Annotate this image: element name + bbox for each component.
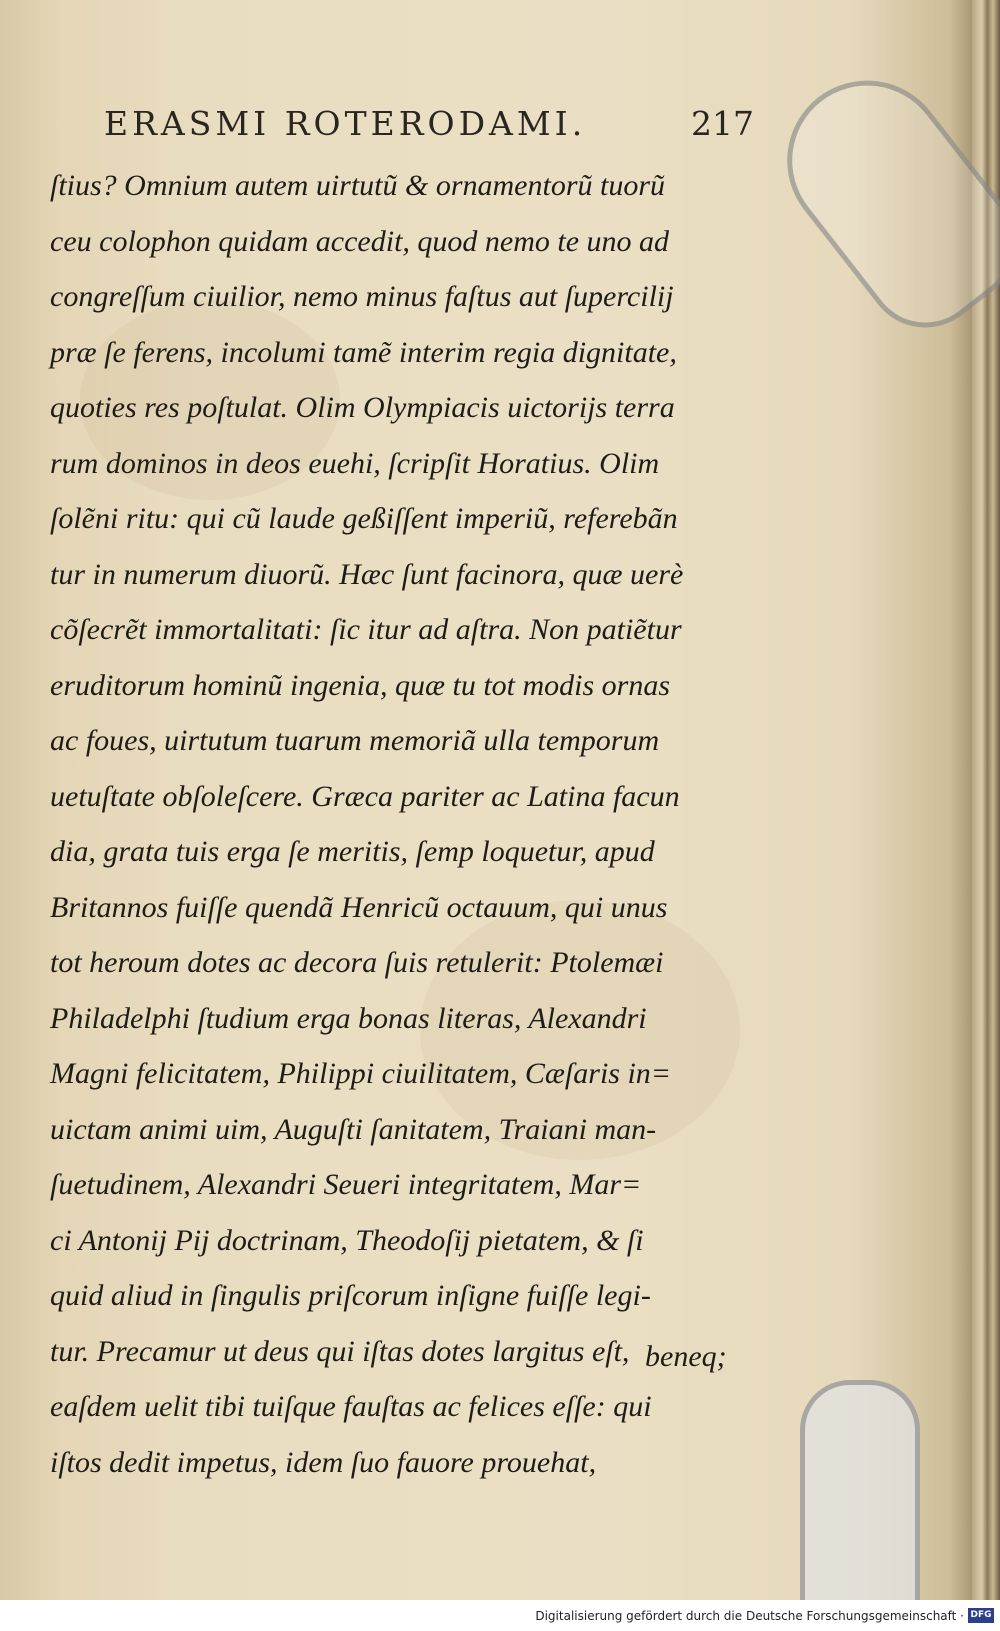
text-line: ceu colophon quidam accedit, quod nemo te uno ad — [50, 224, 670, 258]
running-head-title: ERASMI ROTERODAMI. — [104, 104, 587, 143]
text-line: eaſdem uelit tibi tuiſque fauſtas ac felices eſſe: qui — [50, 1390, 652, 1423]
text-line: uetuſtate obſoleſcere. Græca pariter ac Latina facun — [50, 779, 680, 813]
text-line: tur in numerum diuorũ. Hæc ſunt facinora, quæ uerè — [50, 557, 684, 591]
body-text — [50, 158, 750, 1490]
text-line: quoties res poſtulat. Olim Olympiacis uictorijs terra — [50, 391, 675, 424]
text-line: tot heroum dotes ac decora ſuis retulerit: Ptolemæi — [50, 946, 664, 979]
text-line: ſuetudinem, Alexandri Seueri integritatem, Mar= — [50, 1168, 642, 1201]
page-clip-bottom — [800, 1380, 920, 1600]
catchword: beneq; — [645, 1340, 727, 1373]
text-line: ſtius? Omnium autem uirtutũ & ornamentorũ tuorũ — [50, 169, 666, 202]
text-line: uictam animi uim, Auguſti ſanitatem, Traiani man- — [50, 1112, 657, 1146]
footer — [0, 1600, 1000, 1631]
text-line: ci Antonij Pij doctrinam, Theodoſij pietatem, & ſi — [50, 1223, 644, 1257]
page-number: 217 — [691, 104, 754, 143]
text-line: eruditorum hominũ ingenia, quæ tu tot modis ornas — [50, 668, 671, 702]
text-line: dia, grata tuis erga ſe meritis, ſemp loquetur, apud — [50, 835, 655, 868]
text-line: rum dominos in deos euehi, ſcripſit Horatius. Olim — [50, 446, 660, 480]
text-line: ſolẽni ritu: qui cũ laude geßiſſent imperiũ, referebãn — [50, 502, 678, 535]
text-line: tur. Precamur ut deus qui iſtas dotes largitus eſt, — [50, 1334, 630, 1368]
text-line: præ ſe ferens, incolumi tamẽ interim regia dignitate, — [50, 335, 677, 369]
running-head — [104, 104, 754, 148]
text-line: iſtos dedit impetus, idem ſuo fauore prouehat, — [50, 1445, 597, 1479]
text-line: quid aliud in ſingulis priſcorum inſigne fuiſſe legi- — [50, 1279, 651, 1312]
text-line: ac foues, uirtutum tuarum memoriã ulla temporum — [50, 724, 660, 757]
page-clip-top — [755, 48, 1000, 351]
text-line: Magni felicitatem, Philippi ciuilitatem, Cæſaris in= — [50, 1057, 672, 1090]
text-line: Philadelphi ſtudium erga bonas literas, Alexandri — [50, 1001, 647, 1035]
funding-credit: Digitalisierung gefördert durch die Deutsche Forschungsgemeinschaft · — [535, 1609, 964, 1623]
text-line: congreſſum ciuilior, nemo minus faſtus aut ſupercilij — [50, 280, 674, 313]
text-line: cõſecrẽt immortalitati: ſic itur ad aſtra. Non patiẽtur — [50, 613, 682, 646]
dfg-logo: DFG — [968, 1608, 994, 1623]
text-line: Britannos fuiſſe quendã Henricũ octauum, qui unus — [50, 890, 668, 924]
